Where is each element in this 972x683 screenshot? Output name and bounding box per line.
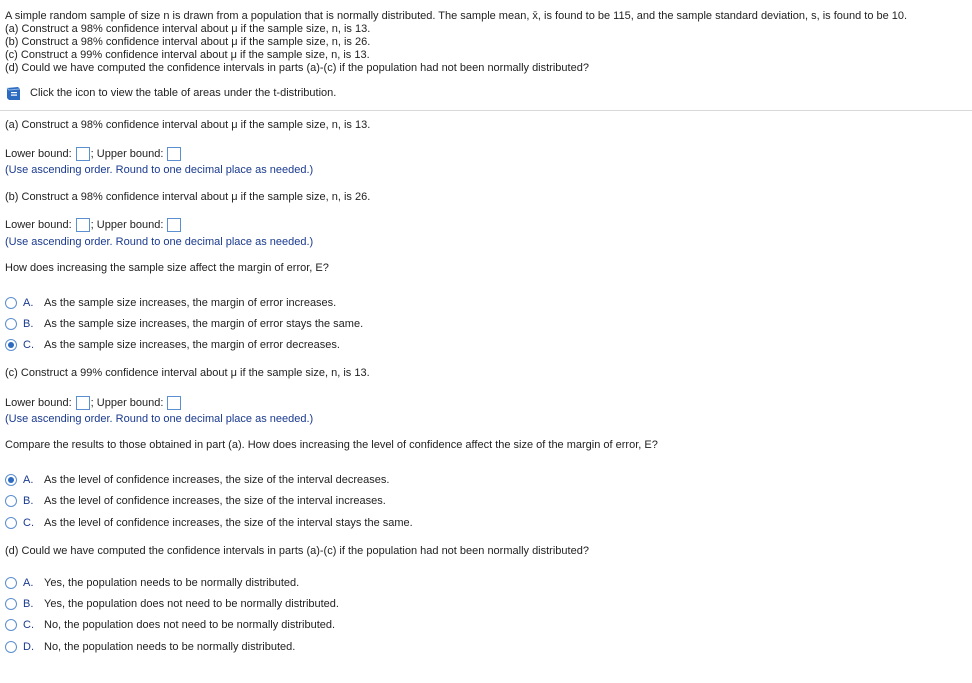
option-letter: C.: [23, 517, 34, 529]
part-a-hint: (Use ascending order. Round to one decimal place as needed.): [5, 164, 314, 176]
option-letter: A.: [23, 474, 34, 486]
upper-bound-label: ; Upper bound:: [90, 397, 164, 409]
radio-button[interactable]: [5, 297, 17, 309]
part-b-hint: (Use ascending order. Round to one decimal place as needed.): [5, 236, 314, 248]
option-text: As the sample size increases, the margin of error stays the same.: [44, 318, 364, 330]
part-c-option-a[interactable]: [5, 473, 389, 487]
part-c-option-b[interactable]: [5, 494, 386, 508]
part-b-option-b[interactable]: [5, 317, 363, 331]
part-a-heading: (a) Construct a 98% confidence interval about μ if the sample size, n, is 13.: [5, 119, 371, 131]
radio-button[interactable]: [5, 517, 17, 529]
problem-part-c: (c) Construct a 99% confidence interval about μ if the sample size, n, is 13.: [5, 49, 370, 61]
option-text: No, the population needs to be normally distributed.: [44, 641, 296, 653]
option-text: As the level of confidence increases, the size of the interval increases.: [44, 495, 386, 507]
option-text: As the level of confidence increases, the size of the interval stays the same.: [44, 517, 413, 529]
problem-part-a: (a) Construct a 98% confidence interval about μ if the sample size, n, is 13.: [5, 23, 371, 35]
lower-bound-label: Lower bound:: [5, 219, 72, 231]
part-c-upper-input[interactable]: [167, 396, 181, 410]
part-c-option-c[interactable]: [5, 516, 413, 530]
option-letter: D.: [23, 641, 34, 653]
part-c-hint: (Use ascending order. Round to one decimal place as needed.): [5, 413, 314, 425]
option-text: As the level of confidence increases, the size of the interval decreases.: [44, 474, 390, 486]
upper-bound-label: ; Upper bound:: [90, 148, 164, 160]
option-text: As the sample size increases, the margin of error decreases.: [44, 339, 340, 351]
divider: [0, 110, 972, 111]
part-d-option-a[interactable]: [5, 576, 299, 590]
part-a-bounds: [5, 146, 182, 162]
radio-button[interactable]: [5, 619, 17, 631]
part-b-heading: (b) Construct a 98% confidence interval about μ if the sample size, n, is 26.: [5, 191, 371, 203]
part-d-option-d[interactable]: [5, 640, 295, 654]
radio-button[interactable]: [5, 641, 17, 653]
part-b-option-a[interactable]: [5, 296, 336, 310]
problem-part-b: (b) Construct a 98% confidence interval about μ if the sample size, n, is 26.: [5, 36, 371, 48]
radio-button-selected[interactable]: [5, 339, 17, 351]
part-a-upper-input[interactable]: [167, 147, 181, 161]
part-b-option-c[interactable]: [5, 338, 340, 352]
part-b-bounds: [5, 217, 182, 233]
table-link-text[interactable]: Click the icon to view the table of areas under the t-distribution.: [30, 87, 337, 99]
part-d-option-b[interactable]: [5, 597, 339, 611]
part-d-heading: (d) Could we have computed the confidence intervals in parts (a)-(c) if the population had not been normally distributed?: [5, 545, 589, 557]
option-text: As the sample size increases, the margin of error increases.: [44, 297, 337, 309]
part-b-upper-input[interactable]: [167, 218, 181, 232]
lower-bound-label: Lower bound:: [5, 397, 72, 409]
lower-bound-label: Lower bound:: [5, 148, 72, 160]
option-letter: B.: [23, 318, 34, 330]
part-c-question: Compare the results to those obtained in part (a). How does increasing the level of confidence affect the size of the margin of error, E?: [5, 439, 658, 451]
radio-button[interactable]: [5, 598, 17, 610]
option-letter: B.: [23, 495, 34, 507]
option-letter: A.: [23, 577, 34, 589]
part-c-heading: (c) Construct a 99% confidence interval about μ if the sample size, n, is 13.: [5, 367, 370, 379]
radio-button[interactable]: [5, 577, 17, 589]
option-letter: C.: [23, 619, 34, 631]
part-d-option-c[interactable]: [5, 618, 335, 632]
upper-bound-label: ; Upper bound:: [90, 219, 164, 231]
option-text: Yes, the population needs to be normally distributed.: [44, 577, 300, 589]
part-b-lower-input[interactable]: [76, 218, 90, 232]
radio-button[interactable]: [5, 318, 17, 330]
problem-part-d: (d) Could we have computed the confidence intervals in parts (a)-(c) if the population had not been normally distributed?: [5, 62, 589, 74]
problem-intro: A simple random sample of size n is drawn from a population that is normally distributed. The sample mean, x̄, is found to be 115, and the sample standard deviation, s, is found to be 10.: [5, 10, 908, 22]
option-letter: C.: [23, 339, 34, 351]
radio-button-selected[interactable]: [5, 474, 17, 486]
book-icon[interactable]: [5, 86, 22, 101]
part-a-lower-input[interactable]: [76, 147, 90, 161]
radio-button[interactable]: [5, 495, 17, 507]
option-text: Yes, the population does not need to be normally distributed.: [44, 598, 339, 610]
part-c-bounds: [5, 395, 182, 411]
option-text: No, the population does not need to be normally distributed.: [44, 619, 336, 631]
option-letter: B.: [23, 598, 34, 610]
option-letter: A.: [23, 297, 34, 309]
part-c-lower-input[interactable]: [76, 396, 90, 410]
part-b-question: How does increasing the sample size affect the margin of error, E?: [5, 262, 329, 274]
